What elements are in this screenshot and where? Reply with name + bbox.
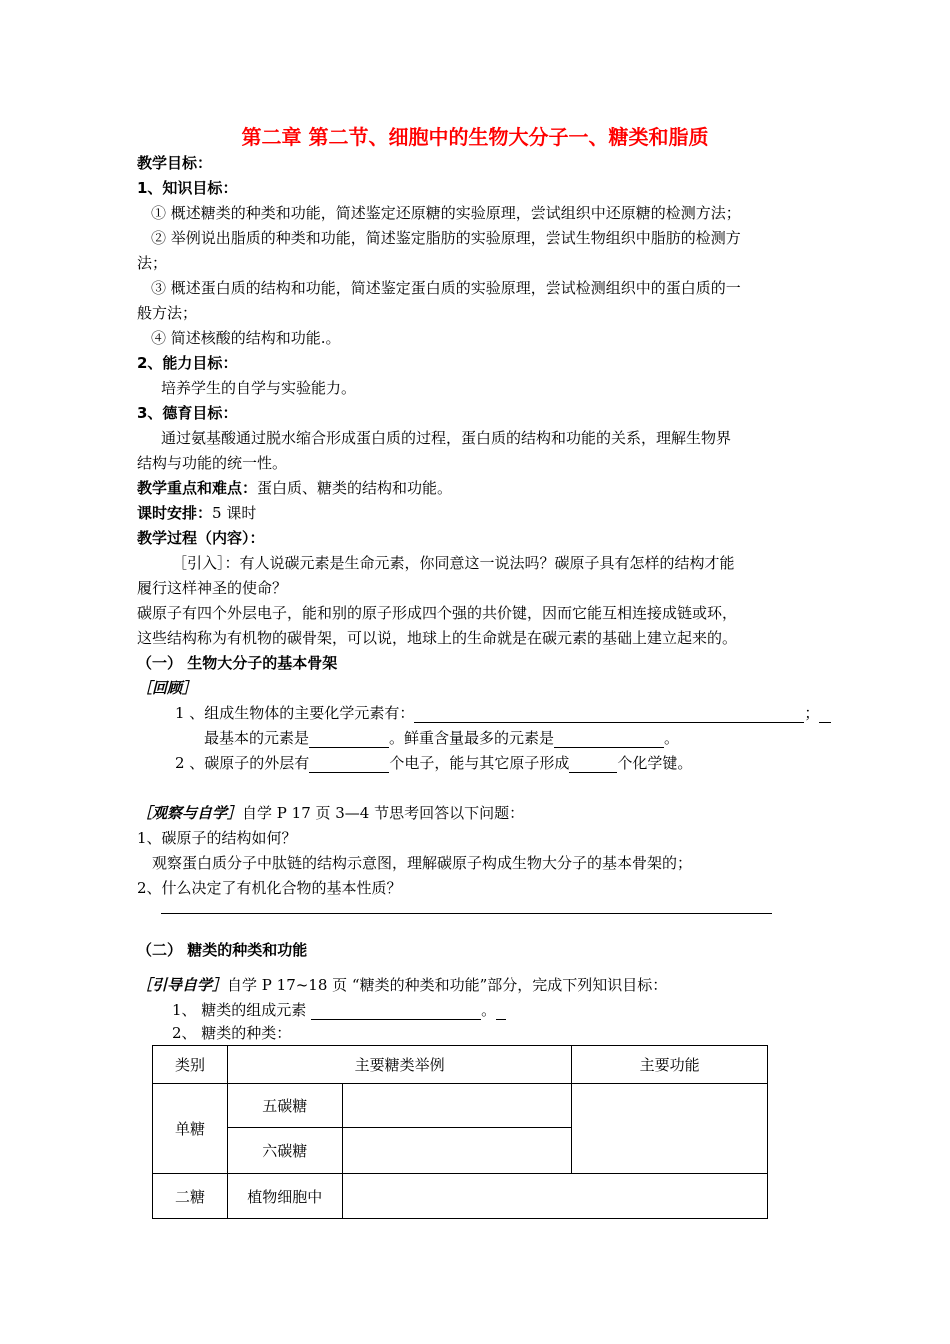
observe-question-2: 2、什么决定了有机化合物的基本性质？ xyxy=(137,879,402,897)
sugar-types-label: 2、 糖类的种类： xyxy=(172,1024,292,1042)
section1-heading: （一） 生物大分子的基本骨架 xyxy=(137,654,338,672)
review-q2-c: 个化学键。 xyxy=(617,754,693,772)
ability-goals-text: 培养学生的自学与实验能力。 xyxy=(161,379,357,397)
key-points-label: 教学重点和难点： xyxy=(137,479,258,497)
observe-question-1: 1、碳原子的结构如何？ xyxy=(137,829,297,847)
answer-blank-elements[interactable] xyxy=(414,706,804,723)
cell-mono-function[interactable] xyxy=(572,1084,768,1174)
answer-line[interactable] xyxy=(161,913,772,914)
observe-label: ［观察与自学］ xyxy=(137,804,243,822)
cell-disaccharide: 二糖 xyxy=(153,1174,228,1219)
answer-blank-sugar-tail xyxy=(496,1003,506,1020)
answer-blank-basic-element[interactable] xyxy=(309,731,389,748)
cell-hexose-examples[interactable] xyxy=(342,1128,572,1174)
header-function: 主要功能 xyxy=(572,1046,768,1084)
ability-goals-heading: 2、能力目标： xyxy=(137,354,238,372)
review-q1b-a: 最基本的元素是 xyxy=(204,729,310,747)
knowledge-item-2: ② 举例说出脂质的种类和功能，简述鉴定脂肪的实验原理，尝试生物组织中脂肪的检测方 xyxy=(151,229,741,247)
schedule xyxy=(137,503,256,523)
cell-pentose: 五碳糖 xyxy=(227,1084,342,1128)
moral-goals-heading: 3、德育目标： xyxy=(137,404,238,422)
cell-hexose: 六碳糖 xyxy=(227,1128,342,1174)
knowledge-item-3-cont: 般方法； xyxy=(137,304,198,322)
observe-question-1b: 观察蛋白质分子中肽链的结构示意图，理解碳原子构成生物大分子的基本骨架的； xyxy=(152,854,693,872)
schedule-text: 5 课时 xyxy=(212,504,257,522)
cell-plant-examples[interactable] xyxy=(342,1174,767,1219)
moral-goals-text: 通过氨基酸通过脱水缩合形成蛋白质的过程，蛋白质的结构和功能的关系，理解生物界 xyxy=(161,429,732,447)
answer-blank-most-element[interactable] xyxy=(554,731,664,748)
intro-line-2: 履行这样神圣的使命？ xyxy=(137,579,288,597)
knowledge-item-3: ③ 概述蛋白质的结构和功能，简述鉴定蛋白质的实验原理，尝试检测组织中的蛋白质的一 xyxy=(151,279,741,297)
knowledge-item-1: ① 概述糖类的种类和功能，简述鉴定还原糖的实验原理，尝试组织中还原糖的检测方法； xyxy=(151,204,741,222)
review-q1-text: 1 、组成生物体的主要化学元素有： xyxy=(175,704,415,722)
knowledge-goals-heading: 1、知识目标： xyxy=(137,179,238,197)
review-question-1b xyxy=(204,728,679,748)
cell-pentose-examples[interactable] xyxy=(342,1084,572,1128)
observe-line xyxy=(137,803,524,823)
table-row xyxy=(153,1174,768,1219)
key-points xyxy=(137,478,452,498)
cell-monosaccharide: 单糖 xyxy=(153,1084,228,1174)
review-q1-end: ； xyxy=(804,704,820,722)
moral-goals-text-cont: 结构与功能的统一性。 xyxy=(137,454,288,472)
table-header-row xyxy=(153,1046,768,1084)
sugar-elements-question xyxy=(172,1000,506,1020)
teaching-goals-heading: 教学目标： xyxy=(137,154,213,172)
review-q1b-c: 。 xyxy=(664,729,680,747)
guide-line xyxy=(137,975,667,995)
guide-label: ［引导自学］ xyxy=(137,976,228,994)
knowledge-item-4: ④ 简述核酸的结构和功能.。 xyxy=(151,329,341,347)
review-q2-a: 2 、碳原子的外层有 xyxy=(175,754,310,772)
header-category: 类别 xyxy=(153,1046,228,1084)
review-question-2 xyxy=(175,753,692,773)
sugar-types-table xyxy=(152,1045,768,1219)
schedule-label: 课时安排： xyxy=(137,504,213,522)
review-question-1 xyxy=(175,703,831,723)
answer-blank-electrons[interactable] xyxy=(309,756,389,773)
page-title: 第二章 第二节、细胞中的生物大分子一、糖类和脂质 xyxy=(241,125,709,149)
section2-heading: （二） 糖类的种类和功能 xyxy=(137,941,308,959)
answer-blank-sugar-elements[interactable] xyxy=(311,1003,481,1020)
key-points-text: 蛋白质、糖类的结构和功能。 xyxy=(257,479,453,497)
observe-text: 自学 P 17 页 3—4 节思考回答以下问题： xyxy=(242,804,525,822)
table-row xyxy=(153,1084,768,1128)
process-heading: 教学过程（内容）： xyxy=(137,529,265,547)
intro-line-4: 这些结构称为有机物的碳骨架，可以说，地球上的生命就是在碳元素的基础上建立起来的。 xyxy=(137,629,738,647)
review-q2-b: 个电子，能与其它原子形成 xyxy=(389,754,570,772)
knowledge-item-2-cont: 法； xyxy=(137,254,168,272)
cell-plant-cell: 植物细胞中 xyxy=(227,1174,342,1219)
intro-line-1: ［引入］：有人说碳元素是生命元素，你同意这一说法吗？碳原子具有怎样的结构才能 xyxy=(172,554,735,572)
answer-blank-bonds[interactable] xyxy=(569,756,617,773)
guide-text: 自学 P 17~18 页 “糖类的种类和功能”部分，完成下列知识目标： xyxy=(227,976,668,994)
intro-line-3: 碳原子有四个外层电子，能和别的原子形成四个强的共价键，因而它能互相连接成链或环， xyxy=(137,604,738,622)
review-label: ［回顾］ xyxy=(137,679,198,697)
sugar-elements-text: 1、 糖类的组成元素 xyxy=(172,1001,312,1019)
review-q1b-b: 。鲜重含量最多的元素是 xyxy=(389,729,555,747)
answer-blank-tail xyxy=(819,706,831,723)
sugar-elements-end: 。 xyxy=(481,1001,497,1019)
header-examples: 主要糖类举例 xyxy=(227,1046,571,1084)
